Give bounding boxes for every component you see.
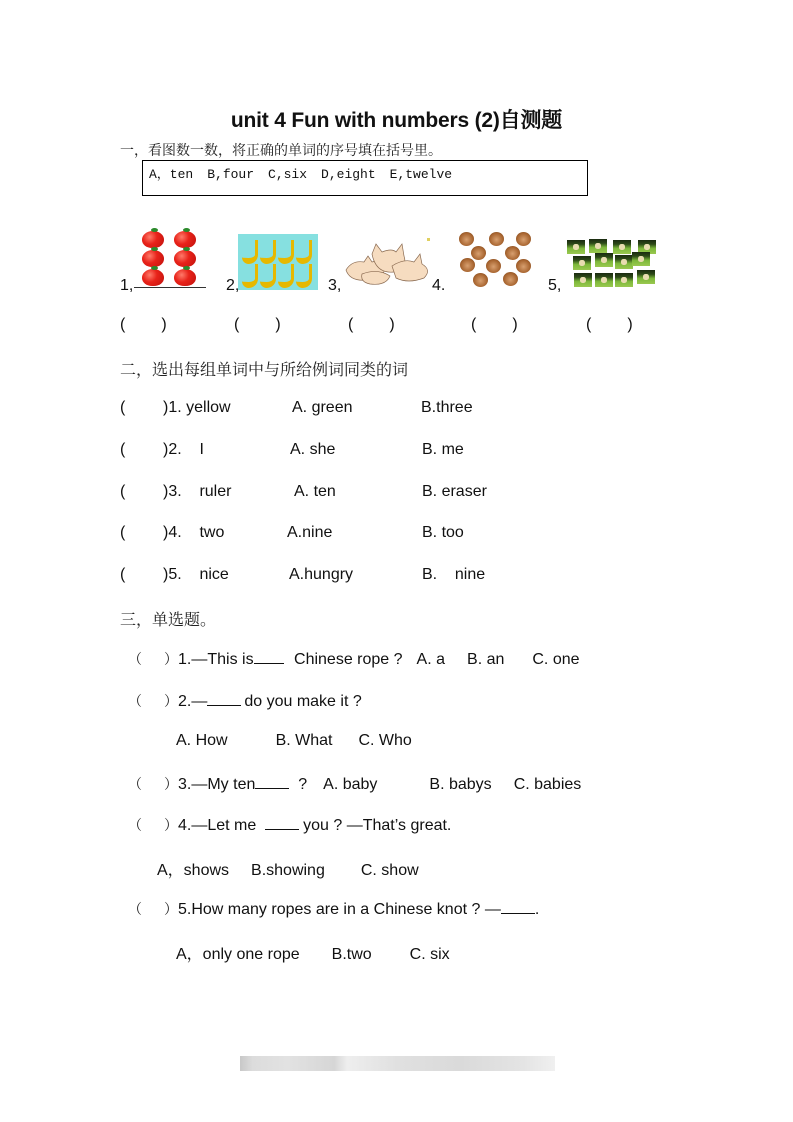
answer-paren-close[interactable]: ） [164,818,178,834]
apples-picture [138,228,208,290]
answer-blank-5[interactable]: ( ) [586,316,633,333]
answer-paren[interactable]: ( [120,524,126,541]
option-b: B. me [422,441,464,458]
blurred-footer [240,1056,555,1071]
page-title: unit 4 Fun with numbers (2)自测题 [230,109,563,132]
item2-label: 2, [226,277,240,294]
word-bank-option: D,eight [321,167,376,182]
answer-paren-close[interactable]: ） [164,902,178,918]
option-b: B. too [422,524,464,541]
option-a: A. a [416,651,446,668]
option-c: C. six [409,946,450,963]
option-a: A. ten [294,483,336,500]
option-a: A.nine [287,524,333,541]
option-b: B.showing [251,862,325,879]
dog-faces-picture [455,228,537,290]
item4-label: 4. [432,277,446,294]
option-a: A.hungry [289,566,354,583]
answer-paren-close[interactable]: ） [164,652,178,668]
question-text-tail: . [534,901,540,918]
s3-q4-row [128,815,451,835]
item1-label: 1, [120,277,134,294]
option-c: C. show [360,862,419,879]
option-a: A. How [176,732,228,749]
question-text: 4.—Let me [178,817,261,834]
dog-photos-picture [563,238,658,292]
answer-paren-open[interactable]: （ [128,818,142,834]
question-text: )2. I [163,441,204,458]
fill-blank[interactable] [254,649,284,664]
cats-picture [342,240,432,286]
word-bank-option: C,six [268,167,308,182]
word-bank-option: E,twelve [389,167,453,182]
answer-blank-2[interactable]: ( ) [234,316,281,333]
s3-q3-row [128,774,581,794]
word-bank-option: A，ten [149,167,194,182]
option-a: A，only one rope [176,946,300,963]
answer-paren[interactable]: ( [120,483,126,500]
question-text: )3. ruler [163,483,232,500]
small-mark [427,238,430,241]
option-b: B. eraser [422,483,487,500]
fill-blank[interactable] [501,899,535,914]
option-b: B.three [421,399,473,416]
s3-q2-options [176,732,412,750]
question-text: 2.— [178,693,208,710]
fill-blank[interactable] [265,815,299,830]
s3-q1-row [128,649,580,669]
section3-heading: 三，单选题。 [120,610,217,629]
item1-underline [134,287,206,288]
word-bank-option: B,four [207,167,255,182]
question-text: 3.—My ten [178,776,256,793]
s3-q5-options [176,941,450,964]
word-bank [149,163,466,182]
item5-label: 5, [548,277,562,294]
option-b: B. babys [429,776,492,793]
section2-heading: 二，选出每组单词中与所给例词同类的词 [120,360,409,379]
question-text-tail: do you make it ? [244,693,362,710]
option-a: A. green [292,399,353,416]
s3-q4-options [157,857,419,880]
answer-paren[interactable]: ( [120,441,126,458]
fill-blank[interactable] [255,774,289,789]
answer-blank-4[interactable]: ( ) [471,316,518,333]
question-text: )5. nice [163,566,229,583]
option-a: A. baby [323,776,378,793]
question-text-tail: ? [289,776,308,793]
answer-paren[interactable]: ( [120,566,126,583]
option-a: A. she [290,441,336,458]
s3-q5-row [128,899,539,919]
item3-label: 3, [328,277,342,294]
option-b: B. What [275,732,333,749]
question-text-tail: Chinese rope ? [289,651,403,668]
option-c: C. one [532,651,580,668]
answer-paren-open[interactable]: （ [128,902,142,918]
bananas-picture [238,234,318,290]
question-text-tail: you ? —That’s great. [298,817,452,834]
option-b: B. nine [422,566,486,583]
option-c: C. babies [513,776,582,793]
word-bank-box [142,160,588,196]
answer-paren-close[interactable]: ） [164,694,178,710]
answer-paren-close[interactable]: ） [164,777,178,793]
option-b: B. an [467,651,505,668]
answer-paren-open[interactable]: （ [128,777,142,793]
option-c: C. Who [358,732,412,749]
question-text: 1.—This is [178,651,254,668]
answer-paren-open[interactable]: （ [128,652,142,668]
question-text: )1. yellow [163,399,231,416]
answer-paren-open[interactable]: （ [128,694,142,710]
fill-blank[interactable] [207,691,241,706]
s3-q2-row [128,691,362,711]
question-text: )4. two [163,524,225,541]
answer-paren[interactable]: ( [120,399,126,416]
option-b: B.two [331,946,372,963]
answer-blank-3[interactable]: ( ) [348,316,395,333]
answer-blank-1[interactable]: ( ) [120,316,167,333]
section1-heading: 一，看图数一数，将正确的单词的序号填在括号里。 [120,143,442,159]
option-a: A，shows [157,862,230,879]
question-text: 5.How many ropes are in a Chinese knot ? — [178,901,501,918]
